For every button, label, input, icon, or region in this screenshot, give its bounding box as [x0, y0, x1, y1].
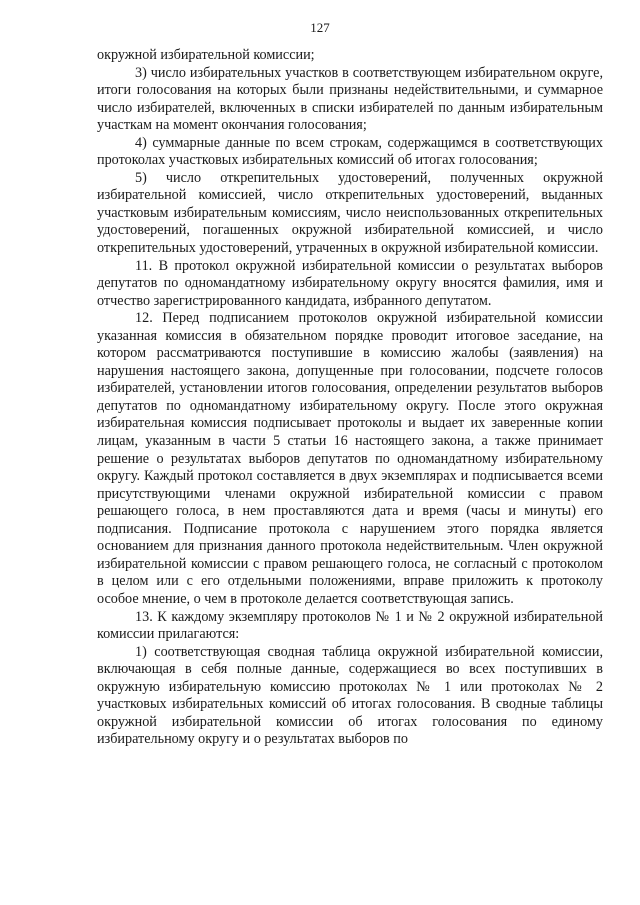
- page-number: 127: [310, 20, 330, 35]
- document-body: [97, 47, 603, 749]
- paragraph-continuation: окружной избирательной комиссии;: [97, 47, 315, 63]
- clause-13-item-1: 1) соответствующая сводная таблица окружной избирательной комиссии, включающая в себя полные данные, содержащиеся во всех поступивших в окружную избирательную комиссию протоколах № 1 или протоколах № 2 участковых избирательных комиссий об итогах голосования. В сводные таблицы окружной избирательной комиссии об итогах голосования по единому избирательному округу и о результатах выборов по: [97, 643, 603, 748]
- clause-11: 11. В протокол окружной избирательной комиссии о результатах выборов депутатов по одномандатному избирательному округу вносятся фамилия, имя и отчество зарегистрированного кандидата, избранного депутатом.: [97, 257, 603, 309]
- clause-13: 13. К каждому экземпляру протоколов № 1 и № 2 окружной избирательной комиссии прилагаются:: [97, 608, 603, 643]
- list-item-3: 3) число избирательных участков в соответствующем избирательном округе, итоги голосования на которых были признаны недействительными, и суммарное число избирателей, включенных в списки избирателей по данным избирательным участкам на момент окончания голосования;: [97, 64, 603, 134]
- list-item-5: 5) число открепительных удостоверений, полученных окружной избирательной комиссией, число открепительных удостоверений, выданных участковым избирательным комиссиям, число неиспользованных открепительных удостоверений, погашенных окружной избирательной комиссией, и число открепительных удостоверений, утраченных в окружной избирательной комиссии.: [97, 169, 603, 257]
- list-item-4: 4) суммарные данные по всем строкам, содержащимся в соответствующих протоколах участковых избирательных комиссий об итогах голосования;: [97, 134, 603, 169]
- clause-12: 12. Перед подписанием протоколов окружной избирательной комиссии указанная комиссия в обязательном порядке проводит итоговое заседание, на котором рассматриваются поступившие в комиссию жалобы (заявления) на нарушения настоящего закона, допущенные при голосовании, подсчете голосов избирателей, установлении итогов голосования, определении результатов выборов депутатов по одномандатному избирательному округу. После этого окружная избирательная комиссия подписывает протоколы и выдает их заверенные копии лицам, указанным в части 5 статьи 16 настоящего закона, а также принимает решение о результатах выборов депутатов по одномандатному избирательному округу. Каждый протокол составляется в двух экземплярах и подписывается всеми присутствующими членами окружной избирательной комиссии с правом решающего голоса, в нем проставляются дата и время (часы и минуты) его подписания. Подписание протокола с нарушением этого порядка является основанием для признания данного протокола недействительным. Член окружной избирательной комиссии с правом решающего голоса, не согласный с протоколом в целом или с его отдельными положениями, вправе приложить к протоколу особое мнение, о чем в протоколе делается соответствующая запись.: [97, 310, 603, 607]
